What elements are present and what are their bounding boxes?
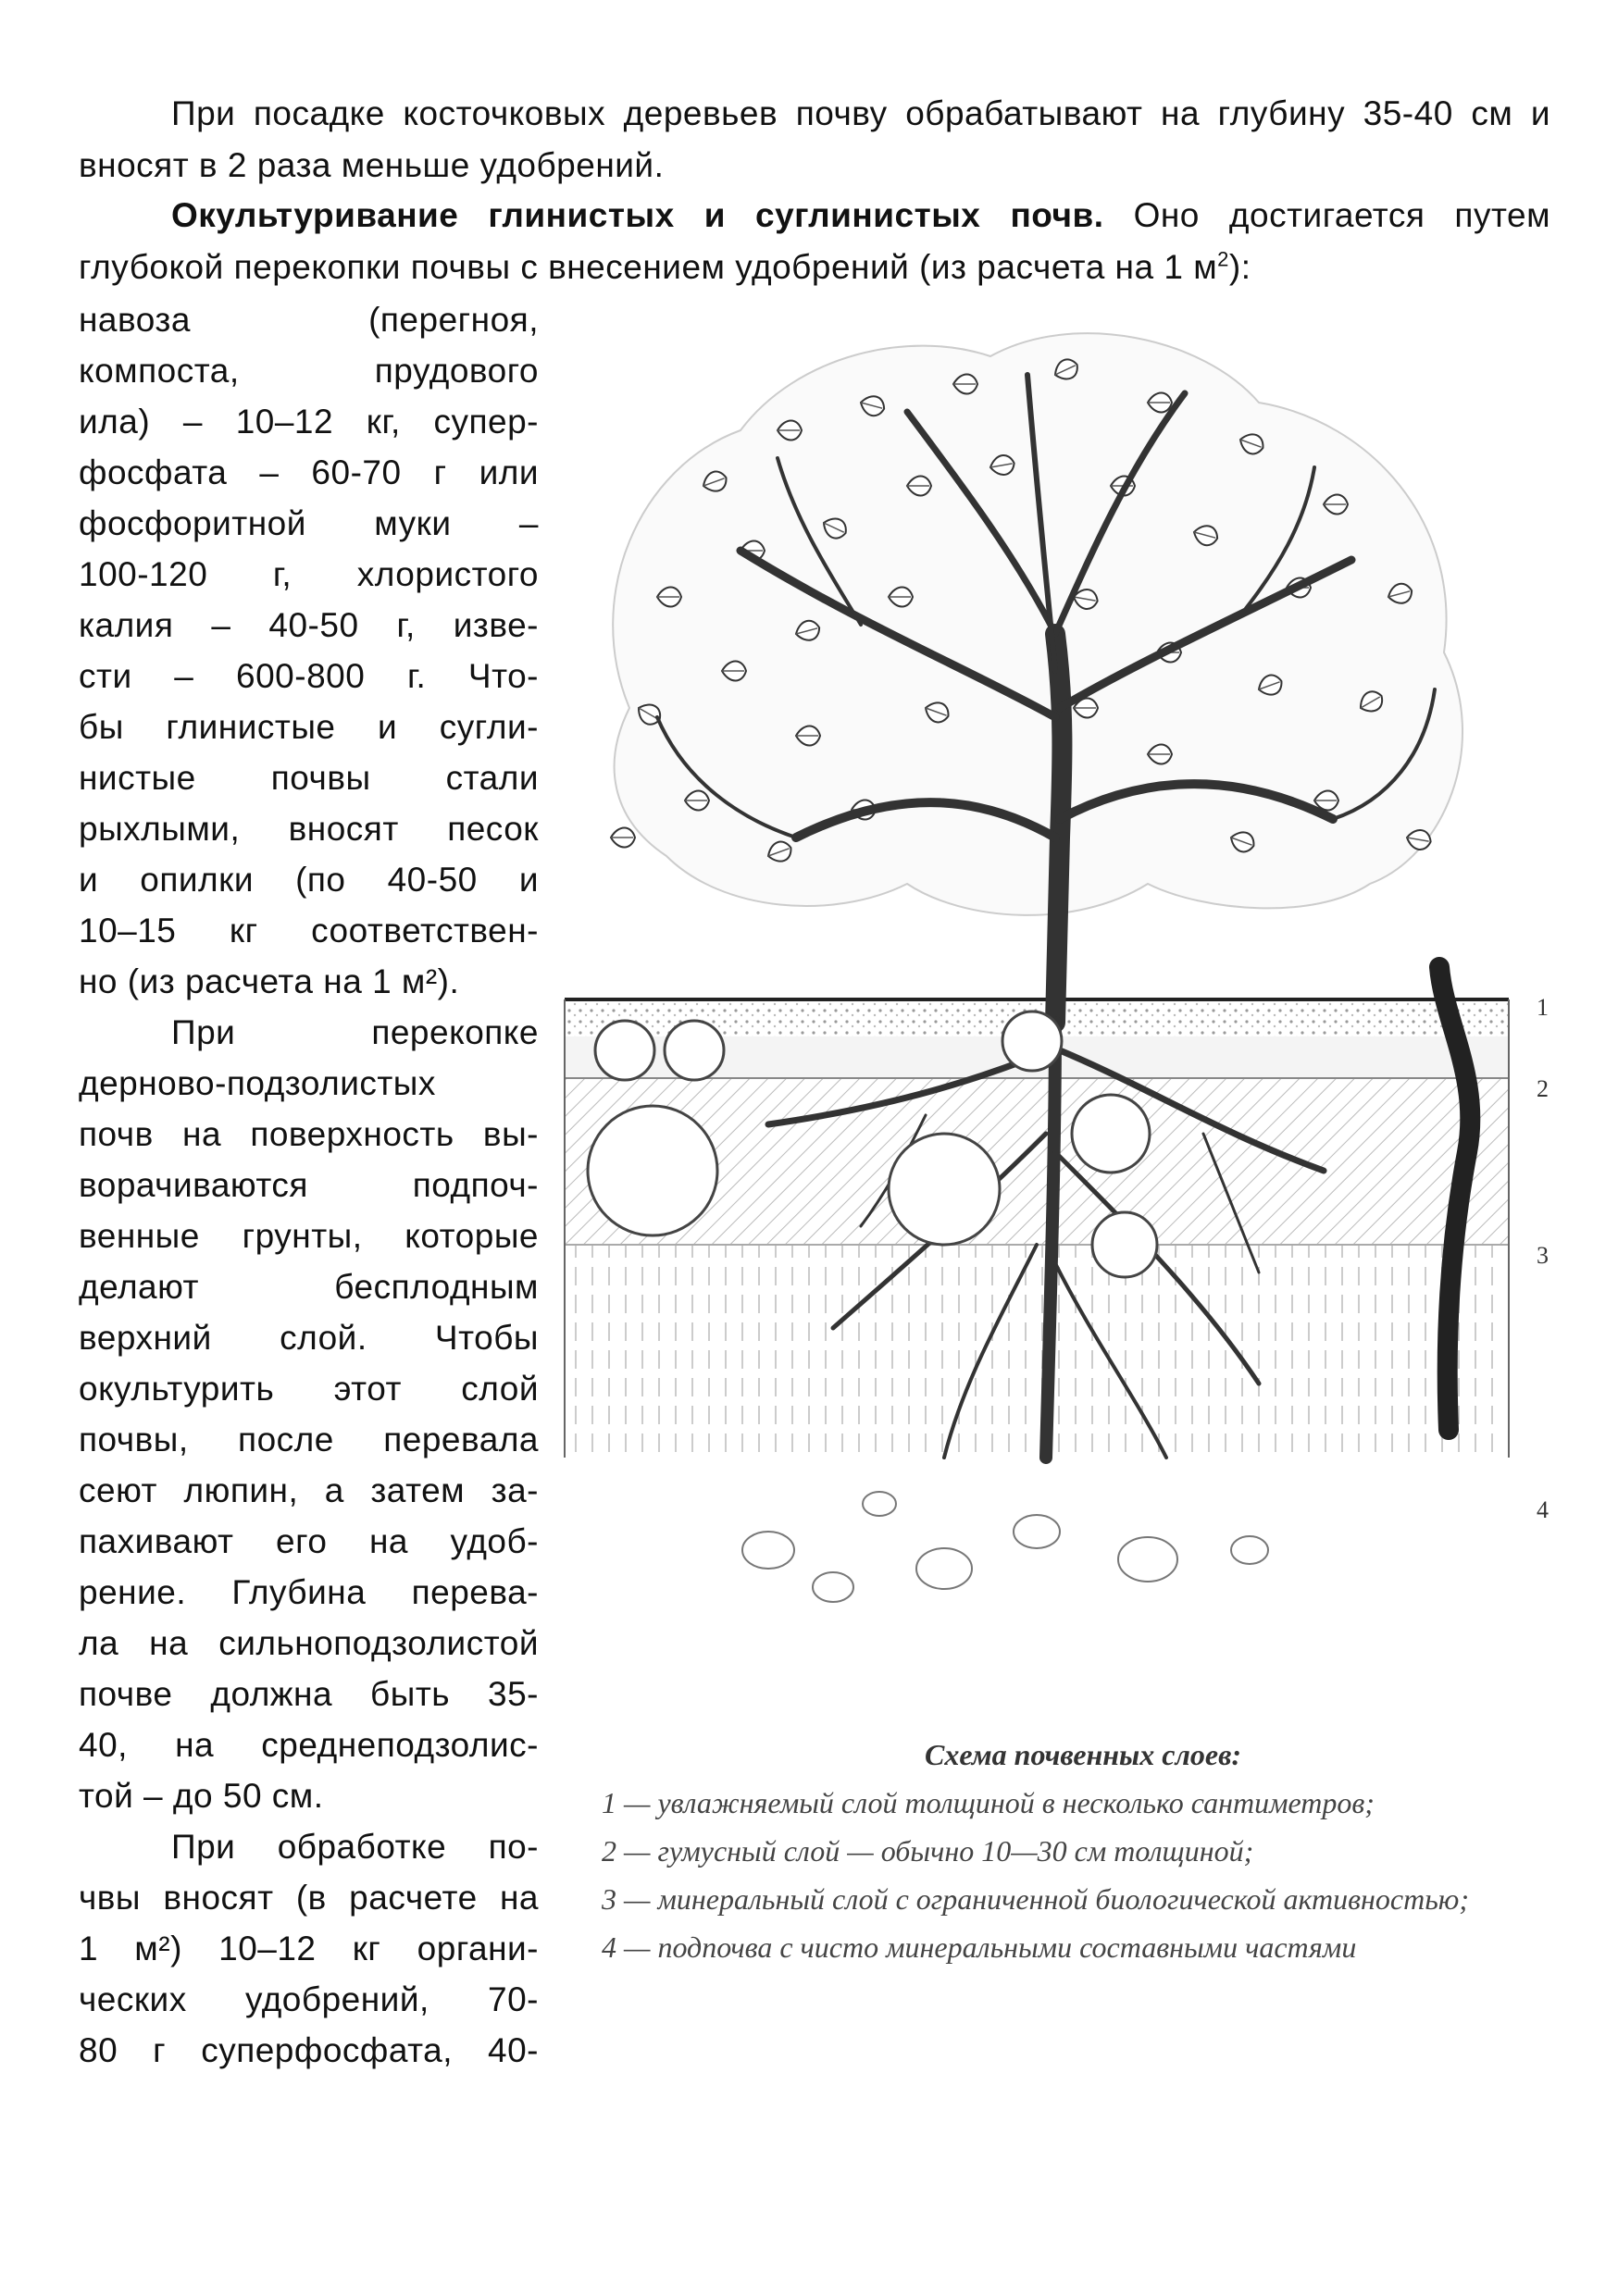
column-line: ла на сильноподзолистой bbox=[79, 1624, 539, 1662]
superscript: 2 bbox=[1217, 247, 1229, 271]
column-line: 40, на среднеподзолис- bbox=[79, 1726, 539, 1764]
column-line: рение. Глубина перева- bbox=[79, 1573, 539, 1611]
paragraph-clay-soils bbox=[79, 190, 1550, 293]
column-line: 100-120 г, хлористого bbox=[79, 555, 539, 593]
soil-layer-3 bbox=[565, 1245, 1509, 1458]
layer-label-3: 3 bbox=[1537, 1242, 1549, 1269]
column-line: ворачиваются подпоч- bbox=[79, 1166, 539, 1204]
column-line: почве должна быть 35- bbox=[79, 1675, 539, 1713]
caption-item-1: 1 — увлажняемый слой толщиной в несколько сантиметров; bbox=[602, 1786, 1375, 1819]
column-line: 80 г суперфосфата, 40- bbox=[79, 2031, 539, 2069]
layer-label-2: 2 bbox=[1537, 1075, 1549, 1102]
column-line: навоза (перегноя, bbox=[79, 301, 539, 339]
caption-item-2: 2 — гумусный слой — обычно 10—30 см толщиной; bbox=[602, 1834, 1254, 1868]
column-line: дерново-подзолистых bbox=[79, 1064, 436, 1102]
column-line: но (из расчета на 1 м²). bbox=[79, 962, 460, 1000]
column-line: При перекопке bbox=[171, 1013, 539, 1051]
paragraph-clay-text: Оно достигается путем глубокой перекопки почвы с внесением удобрений (из расчета на 1 м bbox=[79, 196, 1551, 286]
column-line: чвы вносят (в расчете на bbox=[79, 1879, 539, 1917]
column-line: пахивают его на удоб- bbox=[79, 1522, 539, 1560]
column-line: При обработке по- bbox=[171, 1828, 539, 1866]
column-line: делают бесплодным bbox=[79, 1268, 539, 1306]
column-line: 10–15 кг соответствен- bbox=[79, 912, 539, 949]
column-line: нистые почвы стали bbox=[79, 759, 539, 797]
column-line: и опилки (по 40-50 и bbox=[79, 861, 539, 899]
column-line: фосфата – 60-70 г или bbox=[79, 453, 539, 491]
section-heading: Окультуривание глинистых и суглинистых почв. bbox=[171, 196, 1104, 234]
column-line: бы глинистые и сугли- bbox=[79, 708, 539, 746]
column-line: калия – 40-50 г, изве- bbox=[79, 606, 539, 644]
paragraph-clay-end: ): bbox=[1228, 248, 1251, 286]
layer-label-1: 1 bbox=[1537, 994, 1549, 1021]
column-line: окультурить этот слой bbox=[79, 1370, 539, 1408]
layer-label-4: 4 bbox=[1537, 1496, 1549, 1523]
soil-layers-illustration bbox=[555, 319, 1564, 1643]
column-line: ческих удобрений, 70- bbox=[79, 1980, 539, 2018]
column-line: ила) – 10–12 кг, супер- bbox=[79, 403, 539, 441]
column-line: почвы, после перевала bbox=[79, 1421, 539, 1458]
column-line: почв на поверхность вы- bbox=[79, 1115, 539, 1153]
column-line: той – до 50 см. bbox=[79, 1777, 324, 1815]
caption-title: Схема почвенных слоев: bbox=[924, 1738, 1242, 1771]
figure-caption bbox=[602, 1731, 1564, 1971]
column-line: рыхлыми, вносят песок bbox=[79, 810, 539, 848]
left-column-text bbox=[79, 294, 539, 2076]
column-line: 1 м²) 10–12 кг органи- bbox=[79, 1930, 539, 1967]
subsoil-pebbles bbox=[742, 1492, 1268, 1602]
column-line: сеют люпин, а затем за- bbox=[79, 1471, 539, 1509]
column-line: компоста, прудового bbox=[79, 352, 539, 390]
paragraph-planting: При посадке косточковых деревьев почву обрабатывают на глубину 35-40 см и вносят в 2 раза меньше удобрений. bbox=[79, 94, 1550, 184]
caption-item-3: 3 — минеральный слой с ограниченной биологической активностью; bbox=[602, 1882, 1469, 1916]
column-line: фосфоритной муки – bbox=[79, 504, 539, 542]
column-line: верхний слой. Чтобы bbox=[79, 1319, 539, 1357]
column-line: венные грунты, которые bbox=[79, 1217, 539, 1255]
column-line: сти – 600-800 г. Что- bbox=[79, 657, 539, 695]
caption-item-4: 4 — подпочва с чисто минеральными составными частями bbox=[602, 1930, 1357, 1964]
